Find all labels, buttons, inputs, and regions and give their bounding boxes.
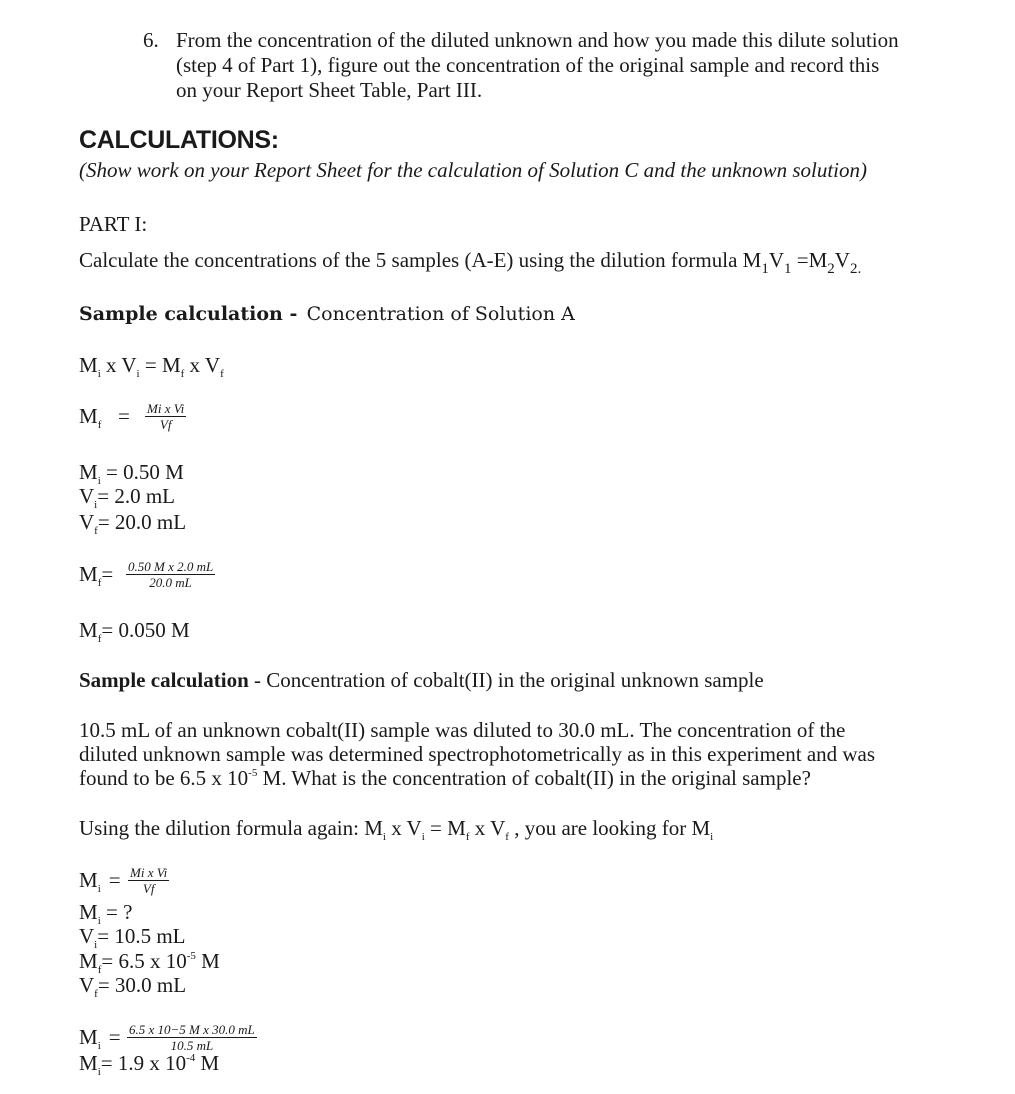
- problem-line-3: [79, 768, 811, 789]
- step-text-line-2: (step 4 of Part 1), figure out the concentration of the original sample and record this: [176, 53, 880, 77]
- mf-sub: f: [97, 419, 102, 431]
- fraction-formula-2: [126, 560, 215, 589]
- final-sup: -4: [186, 1052, 196, 1064]
- formula-eq: =M: [791, 248, 828, 272]
- mf3-m: M: [79, 949, 98, 973]
- mi-val: = 0.50 M: [100, 460, 184, 484]
- final-sub: i: [97, 1066, 101, 1078]
- mf-equals: =: [118, 404, 130, 428]
- vf-sub: f: [94, 525, 98, 537]
- result-sub: f: [97, 633, 102, 645]
- vi-sub: i: [94, 499, 98, 511]
- mi-eq2-m: M: [79, 1025, 98, 1049]
- sample1-label: Sample calculation -: [79, 303, 298, 325]
- eq-x2: x V: [184, 353, 221, 377]
- vf-value: [79, 512, 186, 537]
- step-number: 6.: [143, 28, 159, 52]
- problem-line-3a: found to be 6.5 x 10: [79, 766, 249, 790]
- using-c: = M: [424, 816, 466, 840]
- step-text-line-3: on your Report Sheet Table, Part III.: [176, 78, 483, 102]
- sample2-heading: [79, 670, 764, 691]
- formula-v2: V: [834, 248, 850, 272]
- vf-given: [79, 975, 186, 1000]
- mf3-val: = 6.5 x 10: [101, 949, 187, 973]
- eq-sub-i: i: [97, 368, 101, 380]
- using-a: Using the dilution formula again: M: [79, 816, 383, 840]
- vf-v: V: [79, 510, 95, 534]
- mf-eq-2: [79, 564, 113, 589]
- vi-v: V: [79, 484, 95, 508]
- eq-sub-f: f: [180, 368, 185, 380]
- vf2-v: V: [79, 973, 95, 997]
- sample1-heading: [79, 303, 575, 324]
- formula-v1: V: [768, 248, 784, 272]
- formula-sub-4: 2.: [849, 261, 862, 277]
- mf-m: M: [79, 404, 98, 428]
- mi-eq2-sub: i: [97, 1040, 101, 1052]
- result-val: = 0.050 M: [101, 618, 190, 642]
- mi-eq-sub: i: [97, 883, 101, 895]
- mf-label: [79, 406, 101, 431]
- using-s5: i: [710, 831, 714, 843]
- mi-sub: i: [97, 475, 101, 487]
- part-label: PART I:: [79, 212, 148, 236]
- eq-m: M: [79, 353, 98, 377]
- fraction-formula-1: [145, 402, 186, 431]
- mi-eq-label: [79, 870, 121, 895]
- dilution-equation: [79, 355, 224, 380]
- instruction-text: Calculate the concentrations of the 5 samples (A-E) using the dilution formula M: [79, 248, 762, 272]
- final-result: [79, 1053, 219, 1078]
- mf3-sub: f: [97, 964, 102, 976]
- vi-val: = 2.0 mL: [97, 484, 175, 508]
- mf2-sub: f: [97, 577, 102, 589]
- problem-exponent: -5: [248, 767, 258, 779]
- vi2-val: = 10.5 mL: [97, 924, 186, 948]
- sample2-title: - Concentration of cobalt(II) in the original unknown sample: [248, 668, 764, 692]
- using-d: x V: [469, 816, 506, 840]
- miu-sub: i: [97, 915, 101, 927]
- mf3-unit: M: [195, 949, 220, 973]
- final-m: M: [79, 1051, 98, 1075]
- mf2-eq: =: [101, 562, 114, 586]
- fraction-denominator: 10.5 mL: [170, 1038, 214, 1053]
- fraction-numerator: Mi x Vi: [147, 401, 185, 416]
- final-val: = 1.9 x 10: [100, 1051, 187, 1075]
- part-instruction: [79, 250, 861, 277]
- vi2-v: V: [79, 924, 95, 948]
- sample2-label: Sample calculation: [79, 668, 249, 692]
- mi-m: M: [79, 460, 98, 484]
- final-unit: M: [195, 1051, 220, 1075]
- vi2-sub: i: [94, 939, 98, 951]
- mi-eq-label-2: [79, 1027, 121, 1052]
- eq-sub-f2: f: [220, 368, 224, 380]
- result-m: M: [79, 618, 98, 642]
- mi-eq2-equals: =: [108, 1025, 121, 1049]
- using-b: x V: [385, 816, 422, 840]
- step-text-line-1: From the concentration of the diluted unknown and how you made this dilute solution: [176, 28, 899, 52]
- sample1-title: Concentration of Solution A: [306, 303, 575, 325]
- using-e: , you are looking for M: [508, 816, 711, 840]
- mf3-sup: -5: [186, 950, 196, 962]
- mf-result: [79, 620, 190, 645]
- vf2-sub: f: [94, 988, 98, 1000]
- mf2-m: M: [79, 562, 98, 586]
- miu-m: M: [79, 900, 98, 924]
- fraction-formula-3: [128, 866, 169, 895]
- using-s2: i: [421, 831, 425, 843]
- vi-value: [79, 486, 175, 511]
- fraction-denominator: Vf: [142, 881, 155, 896]
- mi-eq-equals: =: [108, 868, 121, 892]
- eq-equals: = M: [139, 353, 181, 377]
- problem-line-3b: M. What is the concentration of cobalt(II) in the original sample?: [257, 766, 811, 790]
- fraction-numerator: 0.50 M x 2.0 mL: [128, 559, 214, 574]
- using-s1: i: [382, 831, 386, 843]
- vi-given: [79, 926, 186, 951]
- formula-sub-2: 1: [784, 261, 792, 277]
- fraction-denominator: 20.0 mL: [149, 575, 192, 590]
- using-s3: f: [465, 831, 470, 843]
- fraction-numerator: 6.5 x 10−5 M x 30.0 mL: [129, 1022, 255, 1037]
- fraction-numerator: Mi x Vi: [130, 865, 168, 880]
- using-s4: f: [505, 831, 509, 843]
- vf2-val: = 30.0 mL: [97, 973, 187, 997]
- formula-sub-3: 2: [827, 261, 835, 277]
- problem-line-2: diluted unknown sample was determined spectrophotometrically as in this experiment and was: [79, 742, 876, 766]
- mi-eq-m: M: [79, 868, 98, 892]
- using-formula-line: [79, 818, 713, 843]
- problem-line-1: 10.5 mL of an unknown cobalt(II) sample was diluted to 30.0 mL. The concentration of the: [79, 718, 846, 742]
- calculations-heading: CALCULATIONS:: [79, 126, 279, 154]
- eq-sub-i2: i: [136, 368, 140, 380]
- calculations-note: (Show work on your Report Sheet for the calculation of Solution C and the unknown solution): [79, 158, 868, 182]
- vf-val: = 20.0 mL: [97, 510, 187, 534]
- fraction-formula-4: [127, 1023, 257, 1052]
- fraction-denominator: Vf: [159, 417, 172, 432]
- eq-x1: x V: [100, 353, 137, 377]
- formula-sub-1: 1: [761, 261, 769, 277]
- miu-val: = ?: [100, 900, 133, 924]
